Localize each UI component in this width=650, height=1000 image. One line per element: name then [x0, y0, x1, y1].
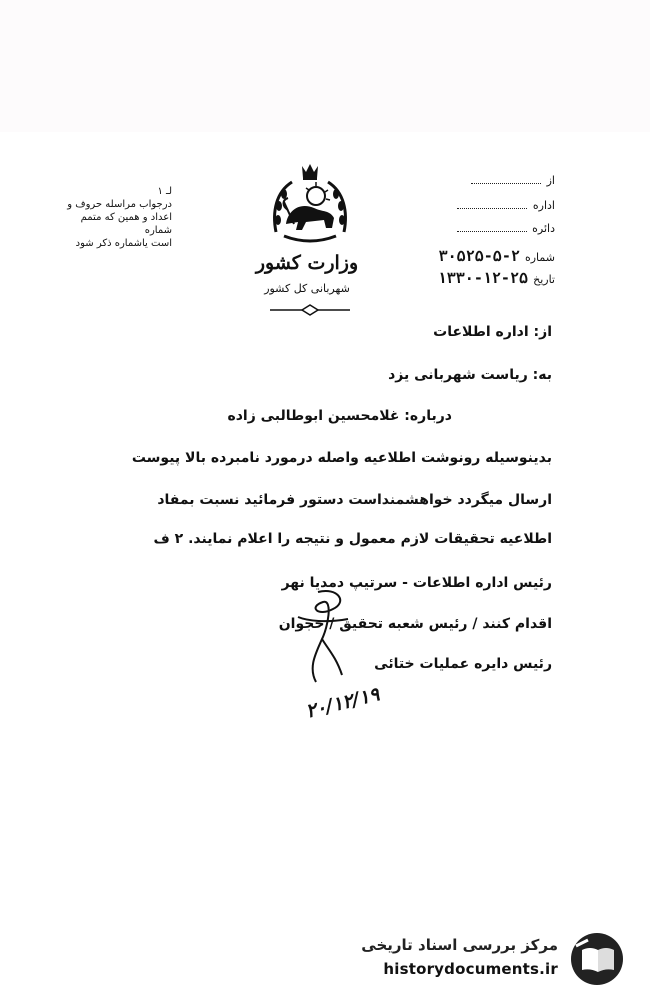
date-label: تاریخ	[533, 273, 555, 286]
office-field	[455, 199, 555, 212]
history-documents-logo-icon	[568, 932, 626, 986]
body-line-to: به: ریاست شهربانی یزد	[388, 367, 552, 383]
watermark	[360, 932, 630, 988]
body-line-signatory-1: رئیس اداره اطلاعات - سرتیپ دمدیا نهر	[281, 575, 552, 591]
body-line-subject: درباره: غلامحسین ابوطالبی زاده	[227, 408, 452, 424]
from-field	[455, 174, 555, 187]
from-blank	[471, 174, 541, 184]
number-field	[410, 246, 555, 265]
lion-and-sun-emblem-icon	[270, 162, 350, 246]
watermark-url: historydocuments.ir	[383, 960, 558, 978]
reference-line: لـ ۱	[157, 186, 172, 197]
ornament-divider-icon	[270, 304, 350, 316]
document-page	[0, 132, 650, 1000]
ministry-title: وزارت کشور	[255, 252, 359, 274]
date-value: ۲۵-۱۲-۱۳۳۰	[437, 269, 529, 287]
watermark-title: مرکز بررسی اسناد تاریخی	[361, 936, 558, 954]
department-field	[455, 222, 555, 235]
department-title: شهربانی کل کشور	[264, 282, 350, 295]
handwritten-date: ۲۰/۱۲/۱۹	[303, 683, 382, 723]
number-value: ۲-۵-۳۰۵۲۵	[438, 247, 520, 265]
department-blank	[457, 222, 527, 232]
handwritten-signature-icon	[278, 587, 368, 687]
reference-line: درجواب مراسله حروف و	[67, 199, 172, 210]
body-line-text-1: بدینوسیله رونوشت اطلاعیه واصله درمورد نامبرده بالا پیوست	[131, 450, 552, 466]
body-line-signatory-3: رئیس دایره عملیات ختائی	[374, 656, 552, 672]
body-line-text-3: اطلاعیه تحقیقات لازم معمول و نتیجه را اعلام نمایند. ۲ ف	[153, 531, 552, 547]
reference-note	[60, 185, 172, 250]
from-label: از	[546, 174, 555, 187]
number-label: شماره	[524, 251, 555, 264]
reference-line: است یاشماره ذکر شود	[75, 238, 172, 249]
department-label: دائره	[532, 222, 555, 235]
date-field	[405, 268, 555, 287]
body-line-from: از: اداره اطلاعات	[433, 324, 552, 340]
office-blank	[457, 199, 527, 209]
body-line-signatory-2: اقدام کنند / رئیس شعبه تحقیق / خجوان	[278, 616, 552, 632]
office-label: اداره	[532, 199, 555, 212]
reference-line: اعداد و همین که متمم شماره	[80, 212, 172, 236]
body-line-text-2: ارسال میگردد خواهشمنداست دستور فرمائید نسبت بمفاد	[157, 492, 552, 508]
